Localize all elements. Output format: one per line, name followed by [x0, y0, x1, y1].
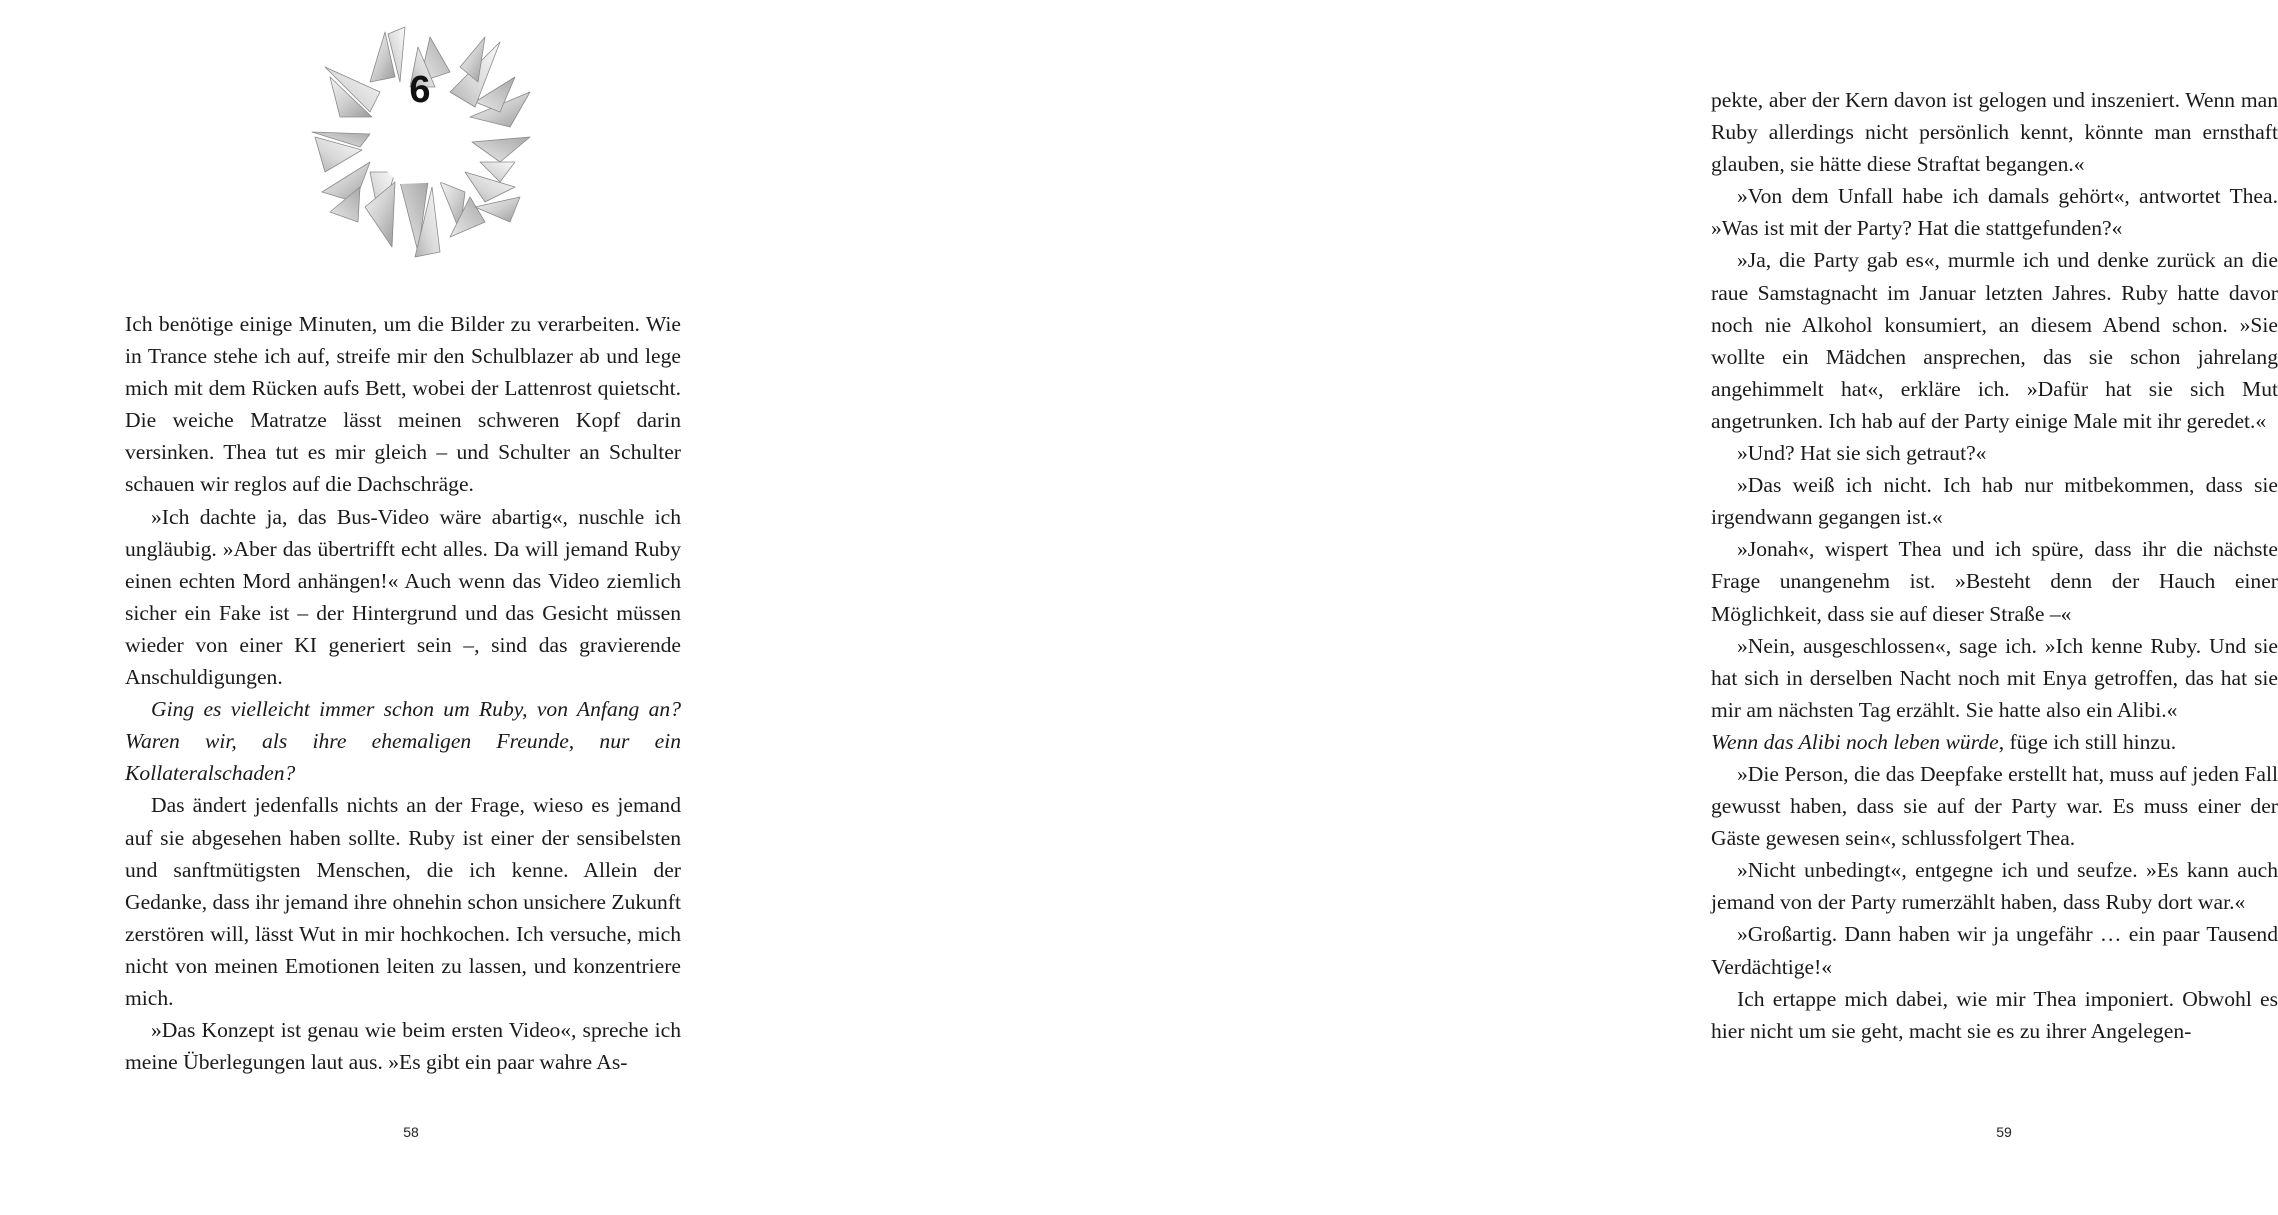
paragraph: »Jonah«, wispert Thea und ich spüre, dass ihr die nächste Frage unangenehm ist. »Besteht denn der Hauch einer Möglichkeit, dass sie auf dieser Straße –« — [1711, 537, 2278, 626]
paragraph: »Nein, ausgeschlossen«, sage ich. »Ich kenne Ruby. Und sie hat sich in derselben Nacht noch mit Enya getroffen, das hat sie mir am nächsten Tag erzählt. Sie hatte also ein Alibi.« — [1711, 633, 2278, 722]
page-number-right: 59 — [1996, 1124, 2012, 1140]
paragraph: »Und? Hat sie sich getraut?« — [1737, 441, 1987, 466]
paragraph: »Die Person, die das Deepfake erstellt hat, muss auf jeden Fall gewusst haben, dass sie auf der Party war. Es muss einer der Gäste gewesen sein«, schlussfolgert Thea. — [1711, 761, 2278, 851]
paragraph-thought: Ging es vielleicht immer schon um Ruby, von Anfang an? Waren wir, als ihre ehemaligen Freunde, nur ein Kollateralschaden? — [125, 697, 681, 786]
left-page — [0, 0, 800, 1215]
paragraph-mixed — [1711, 726, 2278, 758]
chapter-number: 6 — [409, 69, 431, 111]
paragraph: Ich ertappe mich dabei, wie mir Thea imponiert. Obwohl es hier nicht um sie geht, macht sie es zu ihrer Angelegen- — [1711, 986, 2278, 1043]
paragraph-tail: , füge ich still hinzu. — [1998, 729, 2177, 754]
paragraph: »Nicht unbedingt«, entgegne ich und seufze. »Es kann auch jemand von der Party rumerzählt haben, dass Ruby dort war.« — [1711, 858, 2278, 915]
page-number-left: 58 — [403, 1124, 419, 1140]
paragraph: pekte, aber der Kern davon ist gelogen und inszeniert. Wenn man Ruby allerdings nicht persönlich kennt, könnte man ernsthaft glauben, sie hätte diese Straftat begangen.« — [1711, 88, 2278, 177]
right-page — [800, 0, 2278, 1215]
paragraph: »Das weiß ich nicht. Ich hab nur mitbekommen, dass sie irgendwann gegangen ist.« — [1711, 473, 2278, 530]
chapter-ornament — [300, 22, 540, 262]
italic-thought: Wenn das Alibi noch leben würde — [1711, 729, 1999, 754]
paragraph: Ich benötige einige Minuten, um die Bilder zu verarbeiten. Wie in Trance stehe ich auf, streife mir den Schulblazer ab und lege mich mit dem Rücken aufs Bett, wobei der Lattenrost quietscht. Die weiche Matratze lässt meinen schweren Kopf darin versinken. Thea tut es mir gleich – und Schulter an Schulter schauen wir reglos auf die Dachschräge. — [125, 312, 681, 497]
paragraph: Das ändert jedenfalls nichts an der Frage, wieso es jemand auf sie abgesehen haben sollte. Ruby ist einer der sensibelsten und sanftmütigsten Menschen, die ich kenne. Allein der Gedanke, dass ihr jemand ihre ohnehin schon unsichere Zukunft zerstören will, lässt Wut in mir hochkochen. Ich versuche, mich nicht von meinen Emotionen leiten zu lassen, und konzentriere mich. — [125, 793, 681, 1010]
paragraph: »Das Konzept ist genau wie beim ersten Video«, spreche ich meine Überlegungen laut aus. »Es gibt ein paar wahre As- — [125, 1018, 681, 1075]
paragraph: »Großartig. Dann haben wir ja ungefähr … ein paar Tausend Verdächtige!« — [1711, 922, 2278, 979]
left-page-body — [125, 308, 681, 1078]
paragraph: »Ich dachte ja, das Bus-Video wäre abartig«, nuschle ich ungläubig. »Aber das übertrifft echt alles. Da will jemand Ruby einen echten Mord anhängen!« Auch wenn das Video ziemlich sicher ein Fake ist – der Hintergrund und das Gesicht müssen wieder von einer KI generiert sein –, sind das gravierende Anschuldigungen. — [125, 504, 681, 690]
paragraph: »Ja, die Party gab es«, murmle ich und denke zurück an die raue Samstagnacht im Januar letzten Jahres. Ruby hatte davor noch nie Alkohol konsumiert, an diesem Abend schon. »Sie wollte ein Mädchen ansprechen, das sie schon jahrelang angehimmelt hat«, erkläre ich. »Dafür hat sie sich Mut angetrunken. Ich hab auf der Party einige Male mit ihr geredet.« — [1711, 248, 2278, 433]
paragraph: »Von dem Unfall habe ich damals gehört«, antwortet Thea. »Was ist mit der Party? Hat die stattgefunden?« — [1711, 184, 2278, 241]
right-page-body — [1711, 84, 2278, 1047]
